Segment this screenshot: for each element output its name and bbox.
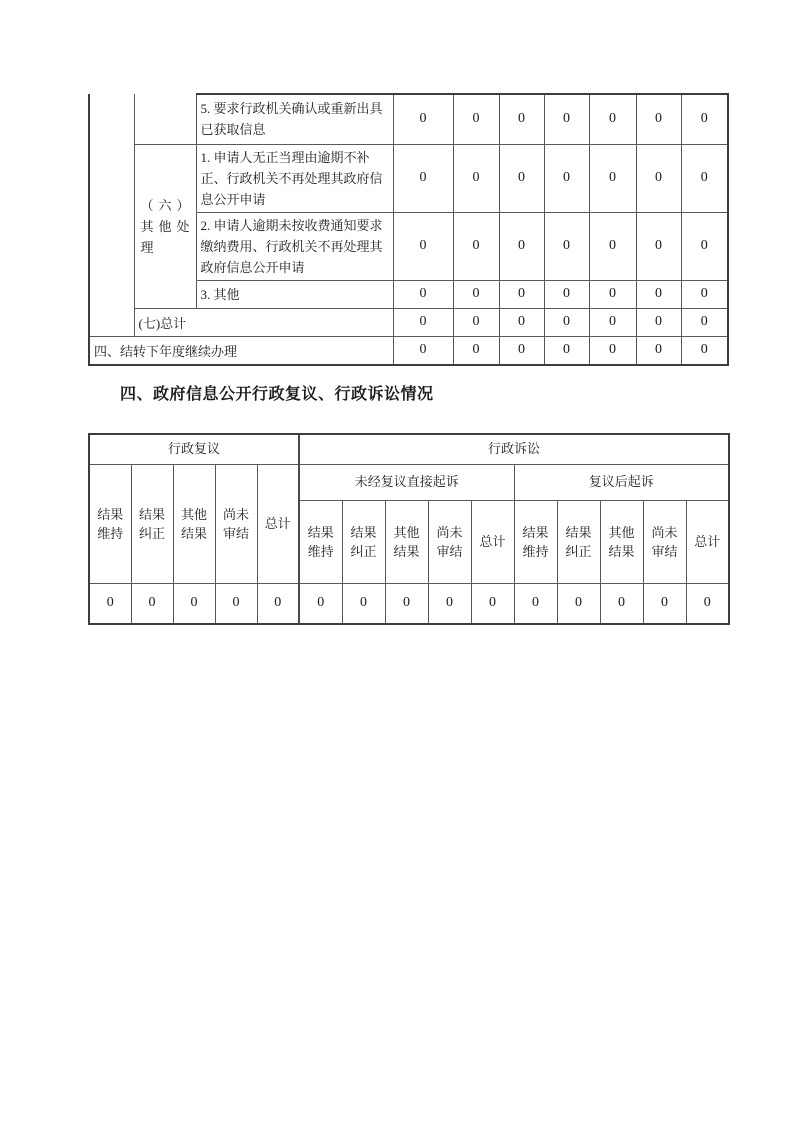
value-cell: 0 (428, 583, 471, 624)
value-cell: 0 (544, 212, 589, 280)
section-heading: 四、政府信息公开行政复议、行政诉讼情况 (120, 386, 434, 403)
table-row (89, 144, 728, 212)
table-row (89, 583, 729, 624)
value-cell: 0 (393, 308, 453, 336)
column-header: 总计 (257, 464, 299, 583)
value-cell: 0 (471, 583, 514, 624)
value-cell: 0 (681, 336, 728, 365)
value-cell: 0 (453, 144, 499, 212)
column-header: 尚未审结 (428, 500, 471, 583)
value-cell: 0 (589, 212, 636, 280)
value-cell: 0 (681, 280, 728, 308)
value-cell: 0 (453, 280, 499, 308)
table-row (89, 434, 729, 464)
value-cell: 0 (453, 212, 499, 280)
value-cell: 0 (589, 94, 636, 144)
row-label: 5. 要求行政机关确认或重新出具已获取信息 (196, 94, 393, 144)
column-header: 总计 (471, 500, 514, 583)
value-cell: 0 (499, 94, 544, 144)
row-label: 3. 其他 (196, 280, 393, 308)
column-header: 结果纠正 (557, 500, 600, 583)
value-cell: 0 (544, 144, 589, 212)
value-cell: 0 (589, 280, 636, 308)
value-cell: 0 (453, 94, 499, 144)
column-header: 尚未审结 (643, 500, 686, 583)
value-cell: 0 (636, 336, 681, 365)
table-row (89, 308, 728, 336)
value-cell: 0 (131, 583, 173, 624)
value-cell: 0 (600, 583, 643, 624)
continued-category-cell (89, 94, 134, 336)
processing-results-table (88, 93, 729, 366)
value-cell: 0 (681, 308, 728, 336)
value-cell: 0 (686, 583, 729, 624)
review-litigation-table (88, 433, 730, 625)
value-cell: 0 (393, 144, 453, 212)
table-row (89, 336, 728, 365)
column-header: 其他结果 (600, 500, 643, 583)
column-header: 结果维持 (514, 500, 557, 583)
value-cell: 0 (89, 583, 131, 624)
value-cell: 0 (453, 336, 499, 365)
section6-label: （六）其他处理 (134, 144, 196, 308)
column-header: 结果维持 (89, 464, 131, 583)
value-cell: 0 (514, 583, 557, 624)
table-row (89, 94, 728, 144)
value-cell: 0 (636, 94, 681, 144)
value-cell: 0 (589, 144, 636, 212)
column-header: 其他结果 (173, 464, 215, 583)
value-cell: 0 (299, 583, 342, 624)
column-header: 尚未审结 (215, 464, 257, 583)
total-row-label: (七)总计 (134, 308, 393, 336)
row-label: 2. 申请人逾期未按收费通知要求缴纳费用、行政机关不再处理其政府信息公开申请 (196, 212, 393, 280)
value-cell: 0 (342, 583, 385, 624)
value-cell: 0 (393, 336, 453, 365)
value-cell: 0 (636, 280, 681, 308)
value-cell: 0 (544, 308, 589, 336)
column-header: 结果维持 (299, 500, 342, 583)
value-cell: 0 (499, 308, 544, 336)
value-cell: 0 (557, 583, 600, 624)
value-cell: 0 (544, 336, 589, 365)
value-cell: 0 (544, 94, 589, 144)
table-row (89, 464, 729, 500)
value-cell: 0 (544, 280, 589, 308)
column-header: 总计 (686, 500, 729, 583)
value-cell: 0 (385, 583, 428, 624)
value-cell: 0 (173, 583, 215, 624)
value-cell: 0 (453, 308, 499, 336)
value-cell: 0 (589, 308, 636, 336)
column-header: 其他结果 (385, 500, 428, 583)
value-cell: 0 (393, 94, 453, 144)
value-cell: 0 (499, 144, 544, 212)
value-cell: 0 (636, 144, 681, 212)
review-header: 行政复议 (89, 434, 299, 464)
row-label: 1. 申请人无正当理由逾期不补正、行政机关不再处理其政府信息公开申请 (196, 144, 393, 212)
carryover-row-label: 四、结转下年度继续办理 (89, 336, 393, 365)
continued-subcategory-cell (134, 94, 196, 144)
value-cell: 0 (393, 280, 453, 308)
value-cell: 0 (215, 583, 257, 624)
value-cell: 0 (636, 308, 681, 336)
value-cell: 0 (681, 94, 728, 144)
column-header: 结果纠正 (131, 464, 173, 583)
value-cell: 0 (681, 212, 728, 280)
column-header: 结果纠正 (342, 500, 385, 583)
value-cell: 0 (257, 583, 299, 624)
litigation-header: 行政诉讼 (299, 434, 729, 464)
value-cell: 0 (499, 280, 544, 308)
value-cell: 0 (636, 212, 681, 280)
value-cell: 0 (681, 144, 728, 212)
value-cell: 0 (499, 336, 544, 365)
value-cell: 0 (643, 583, 686, 624)
value-cell: 0 (393, 212, 453, 280)
value-cell: 0 (499, 212, 544, 280)
group-header-direct: 未经复议直接起诉 (299, 464, 514, 500)
value-cell: 0 (589, 336, 636, 365)
group-header-after-review: 复议后起诉 (514, 464, 729, 500)
